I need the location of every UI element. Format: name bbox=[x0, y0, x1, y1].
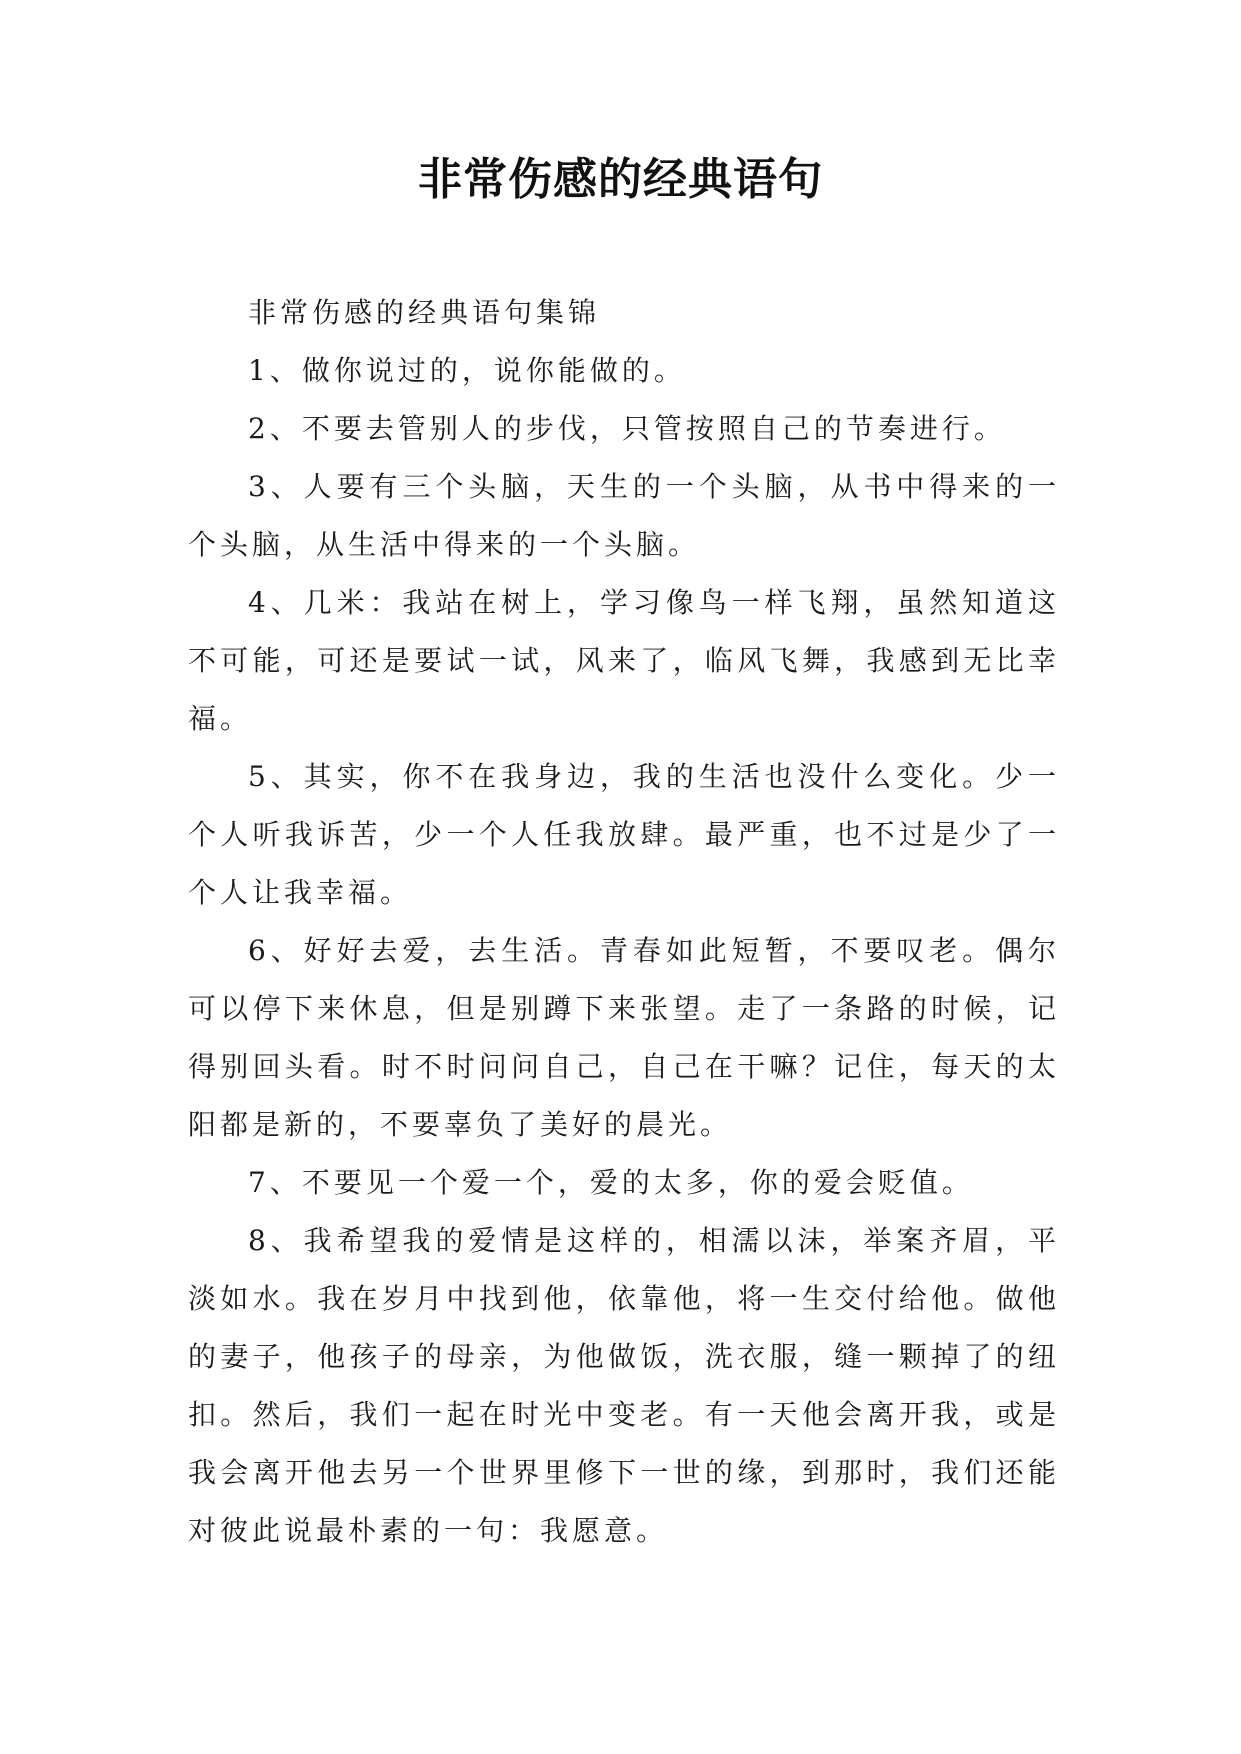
paragraph-7: 7、不要见一个爱一个，爱的太多，你的爱会贬值。 bbox=[248, 1166, 974, 1199]
paragraph-8: 8、我希望我的爱情是这样的，相濡以沫，举案齐眉，平淡如水。我在岁月中找到他，依靠他，将一生交付给他。做他的妻子，他孩子的母亲，为他做饭，洗衣服，缝一颗掉了的纽扣。然后，我们一起在时光中变老。有一天他会离开我，或是我会离开他去另一个世界里修下一世的缘，到那时，我们还能对彼此说最朴素的一句：我愿意。 bbox=[188, 1224, 1060, 1547]
paragraph-2: 2、不要去管别人的步伐，只管按照自己的节奏进行。 bbox=[248, 412, 1006, 445]
paragraph-5: 5、其实，你不在我身边，我的生活也没什么变化。少一个人听我诉苦，少一个人任我放肆。最严重，也不过是少了一个人让我幸福。 bbox=[188, 760, 1060, 909]
document-body bbox=[188, 284, 1060, 1560]
paragraph-3: 3、人要有三个头脑，天生的一个头脑，从书中得来的一个头脑，从生活中得来的一个头脑。 bbox=[188, 470, 1060, 561]
document-subtitle: 非常伤感的经典语句集锦 bbox=[248, 296, 601, 329]
paragraph-4: 4、几米：我站在树上，学习像鸟一样飞翔，虽然知道这不可能，可还是要试一试，风来了，临风飞舞，我感到无比幸福。 bbox=[188, 586, 1060, 735]
paragraph-6: 6、好好去爱，去生活。青春如此短暂，不要叹老。偶尔可以停下来休息，但是别蹲下来张望。走了一条路的时候，记得别回头看。时不时问问自己，自己在干嘛？记住，每天的太阳都是新的，不要辜负了美好的晨光。 bbox=[188, 934, 1060, 1141]
document-title: 非常伤感的经典语句 bbox=[418, 154, 823, 205]
paragraph-1: 1、做你说过的，说你能做的。 bbox=[248, 354, 686, 387]
